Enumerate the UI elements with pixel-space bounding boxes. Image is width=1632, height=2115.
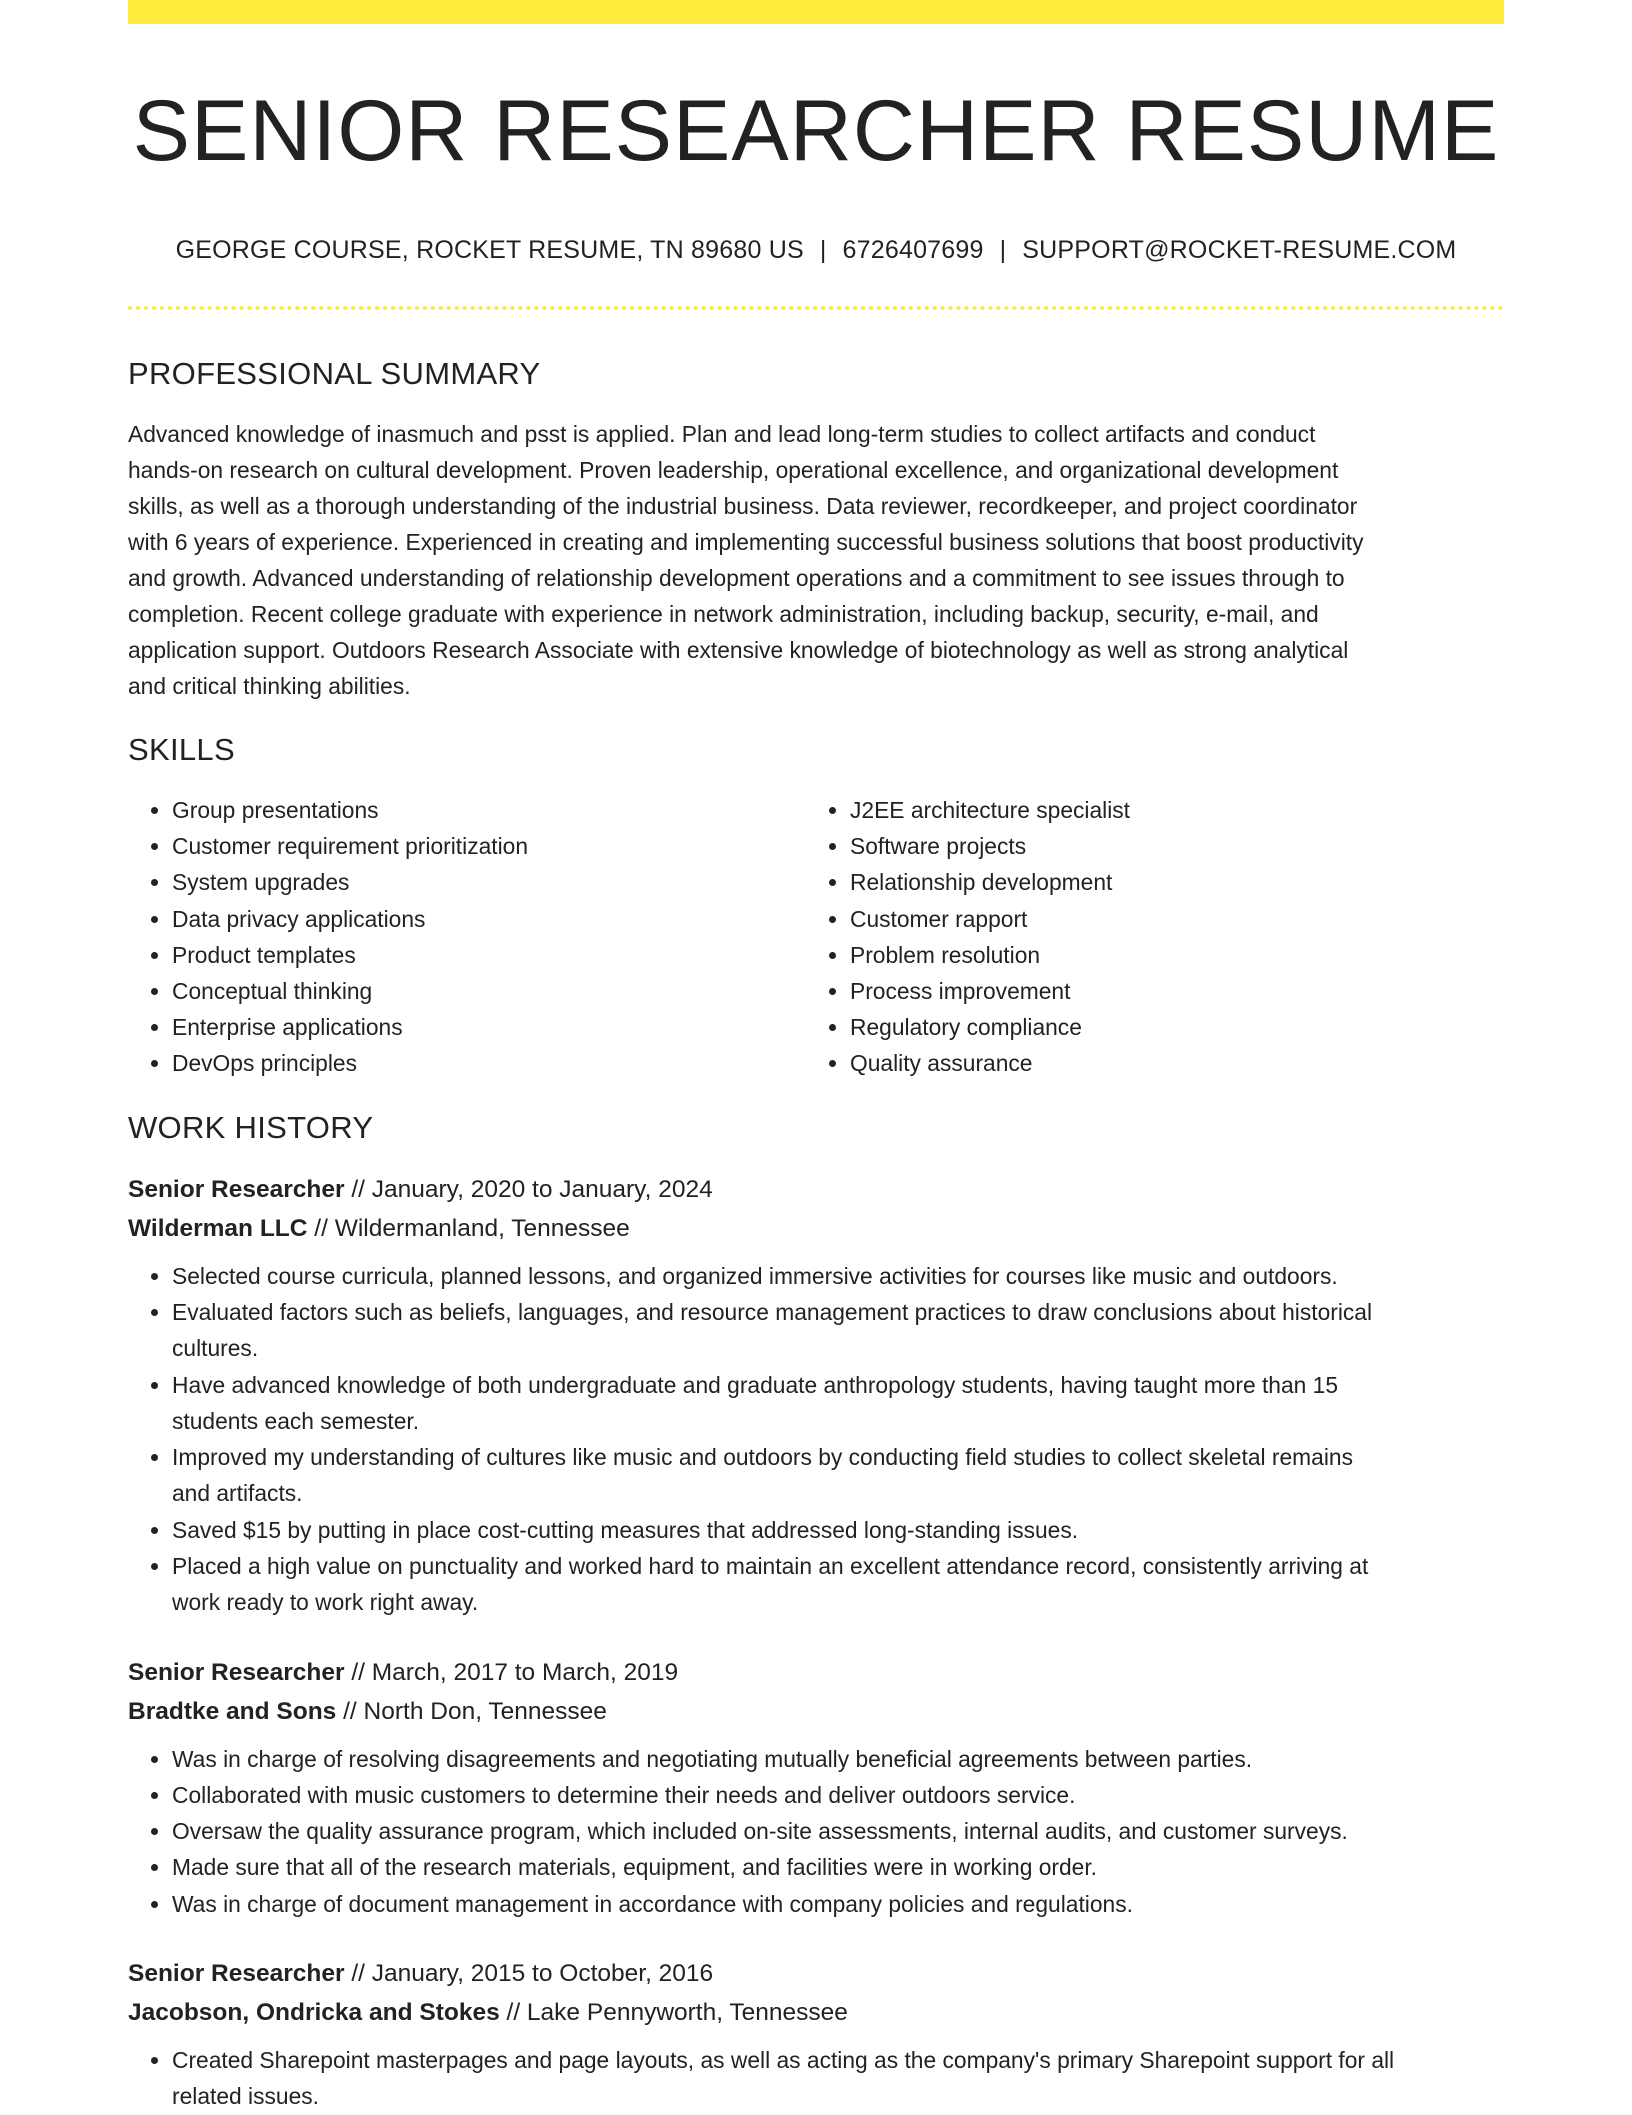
job-bullet: [172, 1548, 1504, 1621]
skill-item: • Problem resolution: [850, 937, 1450, 973]
job-bullet-text: Improved my understanding of cultures like music and outdoors by conducting field studies to collect skeletal remains and artifacts.: [172, 1444, 1353, 1507]
job-bullet-text: Saved $15 by putting in place cost-cutting measures that addressed long-standing issues.: [172, 1516, 1079, 1543]
skills-column-left: [128, 792, 806, 1082]
job-company: Jacobson, Ondricka and Stokes: [128, 1999, 500, 2027]
job-title-line: [128, 1653, 1504, 1692]
skill-item: • Enterprise applications: [172, 1009, 806, 1045]
job-bullets: [128, 1258, 1504, 1621]
job-bullet: [172, 1886, 1504, 1922]
job-bullet: [172, 1294, 1504, 1367]
job-title-line: [128, 1954, 1504, 1993]
summary-text: Advanced knowledge of inasmuch and psst is applied. Plan and lead long-term studies to collect artifacts and conduct hands-on research on cultural development. Proven leadership, operational excellence, and organizational development skills, as well as a thorough understanding of the industrial business. Data reviewer, recordkeeper, and project coordinator with 6 years of experience. Experienced in creating and implementing successful business solutions that boost productivity and growth. Advanced understanding of relationship development operations and a commitment to see issues through to completion. Recent college graduate with experience in network administration, including backup, security, e-mail, and application support. Outdoors Research Associate with extensive knowledge of biotechnology as well as strong analytical and critical thinking abilities.: [128, 421, 1364, 699]
summary-heading: PROFESSIONAL SUMMARY: [128, 356, 541, 391]
contact-separator: |: [999, 236, 1007, 264]
job-bullet-text: Placed a high value on punctuality and worked hard to maintain an excellent attendance record, consistently arriving at work ready to work right away.: [172, 1553, 1369, 1616]
job-bullets: [128, 1741, 1504, 1922]
job-bullet: [172, 1777, 1504, 1813]
job-title: Senior Researcher: [128, 1175, 345, 1203]
skill-item: • Relationship development: [850, 864, 1450, 900]
job-dates: // January, 2020 to January, 2024: [344, 1175, 713, 1203]
job-bullet: [172, 1813, 1504, 1849]
job-bullet: [172, 1741, 1504, 1777]
job-entry: [128, 1170, 1504, 1621]
job-bullet-text: Oversaw the quality assurance program, which included on-site assessments, internal audits, and customer surveys.: [172, 1818, 1348, 1845]
skills-list: [128, 792, 1504, 1082]
job-company: Bradtke and Sons: [128, 1697, 337, 1725]
skill-item: • Quality assurance: [850, 1045, 1450, 1081]
skill-item: • J2EE architecture specialist: [850, 792, 1450, 828]
job-title-line: [128, 1170, 1504, 1209]
contact-line: [128, 234, 1504, 266]
job-company-line: [128, 1692, 1504, 1731]
job-bullet: [172, 1849, 1504, 1885]
skill-item: • Software projects: [850, 828, 1450, 864]
job-bullet: [172, 2042, 1504, 2115]
job-bullet: [172, 1367, 1504, 1440]
job-location: // Lake Pennyworth, Tennessee: [499, 1999, 848, 2027]
job-dates: // January, 2015 to October, 2016: [344, 1960, 714, 1988]
contact-email: SUPPORT@ROCKET-RESUME.COM: [1022, 236, 1457, 264]
skill-item: • Process improvement: [850, 973, 1450, 1009]
contact-separator: |: [819, 236, 827, 264]
dotted-divider: [128, 306, 1504, 310]
job-bullet-text: Collaborated with music customers to determine their needs and deliver outdoors service.: [172, 1781, 1076, 1808]
job-bullets: [128, 2042, 1504, 2115]
resume-page: [128, 0, 1504, 2115]
job-entry: [128, 1954, 1504, 2115]
job-bullet: [172, 1439, 1504, 1512]
job-entry: [128, 1653, 1504, 1922]
contact-address: GEORGE COURSE, ROCKET RESUME, TN 89680 US: [175, 236, 804, 264]
skill-item: • Product templates: [172, 937, 806, 973]
job-location: // Wildermanland, Tennessee: [307, 1214, 630, 1242]
job-bullet: [172, 1512, 1504, 1548]
job-bullet-text: Selected course curricula, planned lessons, and organized immersive activities for courses like music and outdoors.: [172, 1262, 1338, 1289]
job-company-line: [128, 1993, 1504, 2032]
skills-column-right: [806, 792, 1450, 1082]
job-title: Senior Researcher: [128, 1960, 345, 1988]
job-bullet-text: Was in charge of document management in accordance with company policies and regulations.: [172, 1890, 1133, 1917]
job-dates: // March, 2017 to March, 2019: [344, 1658, 679, 1686]
job-bullet-text: Have advanced knowledge of both undergraduate and graduate anthropology students, having taught more than 15 students each semester.: [172, 1371, 1339, 1434]
accent-top-bar: [128, 0, 1504, 24]
job-bullet-text: Was in charge of resolving disagreements and negotiating mutually beneficial agreements between parties.: [172, 1745, 1253, 1772]
contact-phone: 6726407699: [842, 236, 984, 264]
job-bullet-text: Evaluated factors such as beliefs, languages, and resource management practices to draw conclusions about historical cultures.: [172, 1298, 1373, 1362]
job-company: Wilderman LLC: [128, 1214, 308, 1242]
skills-heading: SKILLS: [128, 732, 235, 767]
skill-item: • Customer rapport: [850, 901, 1450, 937]
job-company-line: [128, 1209, 1504, 1248]
job-bullet: [172, 1258, 1504, 1294]
skill-item: • Regulatory compliance: [850, 1009, 1450, 1045]
skill-item: • DevOps principles: [172, 1045, 806, 1081]
skill-item: • Data privacy applications: [172, 901, 806, 937]
resume-title: SENIOR RESEARCHER RESUME: [132, 83, 1500, 179]
job-location: // North Don, Tennessee: [336, 1697, 607, 1725]
work-history-heading: WORK HISTORY: [128, 1109, 374, 1145]
skill-item: • Conceptual thinking: [172, 973, 806, 1009]
skill-item: • Customer requirement prioritization: [172, 828, 806, 864]
job-title: Senior Researcher: [128, 1658, 345, 1686]
job-bullet-text: Made sure that all of the research materials, equipment, and facilities were in working order.: [172, 1854, 1097, 1881]
skill-item: • Group presentations: [172, 792, 806, 828]
skill-item: • System upgrades: [172, 864, 806, 900]
job-bullet-text: Created Sharepoint masterpages and page layouts, as well as acting as the company's primary Sharepoint support for all related issues.: [172, 2047, 1395, 2110]
